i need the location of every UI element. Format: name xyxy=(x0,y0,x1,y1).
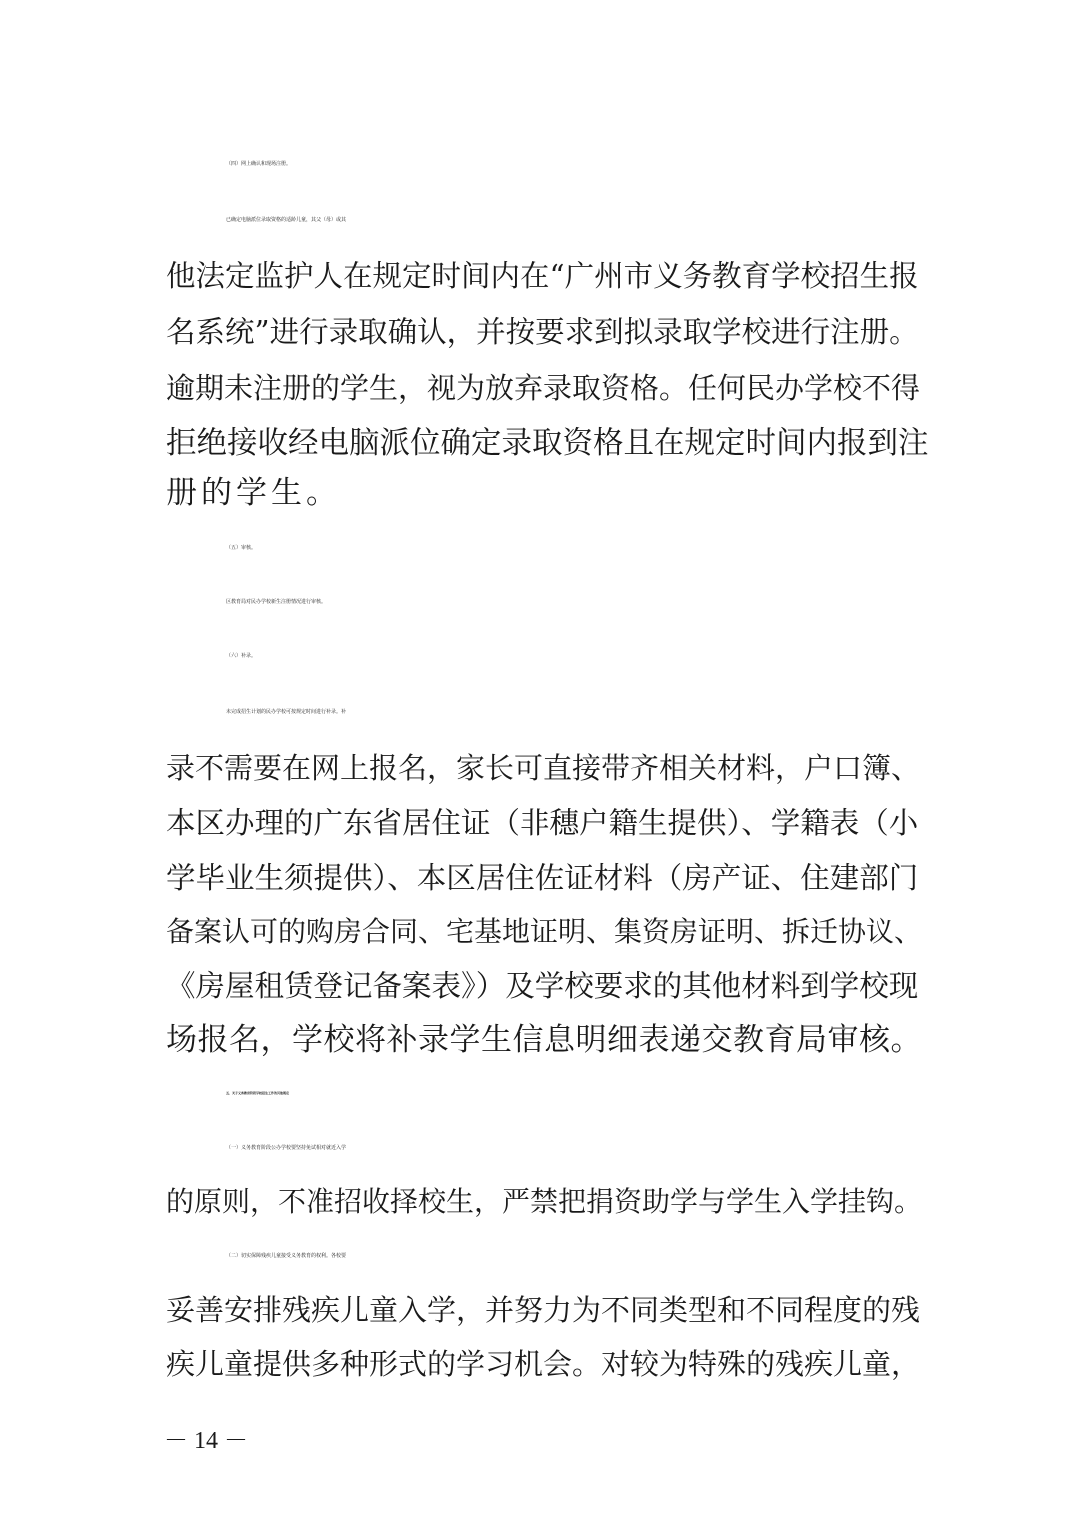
paragraph-line: 未完成招生计划的民办学校可按规定时间进行补录。补 xyxy=(226,709,347,715)
paragraph-line: 备案认可的购房合同、宅基地证明、集资房证明、拆迁协议、 xyxy=(166,915,923,948)
section-heading-4: （四）网上确认和现场注册。 xyxy=(226,161,292,167)
paragraph-line: 妥善安排残疾儿童入学，并努力为不同类型和不同程度的残 xyxy=(166,1293,921,1327)
paragraph-line: 他法定监护人在规定时间内在“广州市义务教育学校招生报 xyxy=(166,259,919,293)
paragraph-line: 《房屋租赁登记备案表》）及学校要求的其他材料到学校现 xyxy=(166,969,919,1003)
paragraph-line: 已确定电脑派位录取资格的适龄儿童，其父（母）或其 xyxy=(226,217,347,223)
paragraph-line: 拒绝接收经电脑派位确定录取资格且在规定时间内报到注 xyxy=(166,426,929,461)
paragraph-line: 学毕业生须提供）、本区居住佐证材料（房产证、住建部门 xyxy=(166,861,919,895)
paragraph-line: 录不需要在网上报名，家长可直接带齐相关材料，户口簿、 xyxy=(166,751,921,785)
paragraph-line: 区教育局对民办学校新生注册情况进行审核。 xyxy=(226,599,327,605)
paragraph-line: 的原则，不准招收择校生，严禁把捐资助学与学生入学挂钩。 xyxy=(166,1185,923,1218)
paragraph-line: 本区办理的广东省居住证（非穗户籍生提供）、学籍表（小 xyxy=(166,806,919,840)
paragraph-line: 册的学生。 xyxy=(166,475,341,511)
paragraph-line: 场报名，学校将补录学生信息明细表递交教育局审核。 xyxy=(166,1022,922,1058)
chapter-heading-5: 五、关于义务教育阶段学校招生工作的其他规定 xyxy=(226,1091,290,1095)
section-heading-5: （五）审核。 xyxy=(226,545,257,551)
paragraph-line: 名系统”进行录取确认，并按要求到拟录取学校进行注册。 xyxy=(166,315,919,349)
page-number: － 14 － xyxy=(164,1428,248,1454)
paragraph-line: （一）义务教育阶段公办学校要坚持免试相对就近入学 xyxy=(226,1145,347,1151)
paragraph-line: （二）切实保障残疾儿童接受义务教育的权利。各校要 xyxy=(226,1253,347,1259)
paragraph-line: 疾儿童提供多种形式的学习机会。对较为特殊的残疾儿童， xyxy=(166,1347,921,1381)
section-heading-6: （六）补录。 xyxy=(226,653,257,659)
paragraph-line: 逾期未注册的学生，视为放弃录取资格。任何民办学校不得 xyxy=(166,371,921,405)
